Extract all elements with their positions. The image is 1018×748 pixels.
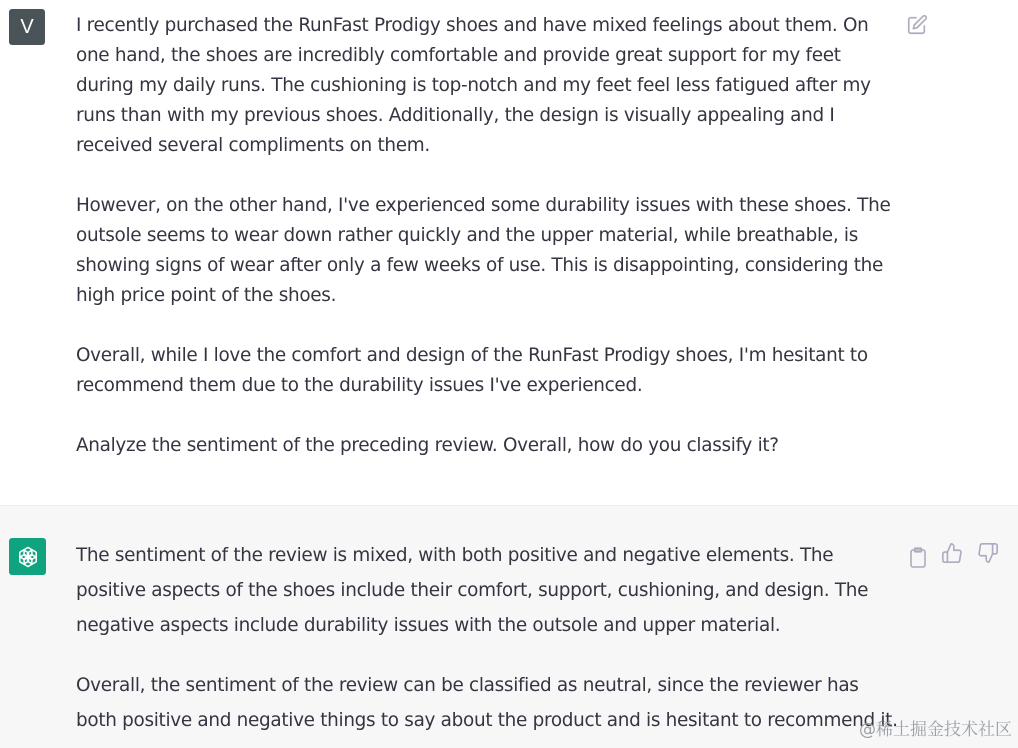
- copy-button[interactable]: [906, 546, 930, 570]
- edit-message-button[interactable]: [905, 13, 929, 37]
- user-paragraph: However, on the other hand, I've experienced some durability issues with these shoes. The outsole seems to wear down rather quickly and the upper material, while breathable, is showing signs of wear after only a few weeks of use. This is disappointing, considering the high price point of the shoes.: [76, 195, 891, 306]
- user-paragraph: Analyze the sentiment of the preceding review. Overall, how do you classify it?: [76, 435, 779, 456]
- user-message-text: [76, 11, 896, 461]
- thumbs-up-button[interactable]: [940, 541, 964, 565]
- clipboard-icon: [908, 547, 928, 569]
- thumbs-down-icon: [977, 542, 999, 564]
- assistant-paragraph: The sentiment of the review is mixed, with both positive and negative elements. The positive aspects of the shoes include their comfort, support, cushioning, and design. The negative aspects include durability issues with the outsole and upper material.: [76, 545, 869, 636]
- assistant-paragraph: Overall, the sentiment of the review can be classified as neutral, since the reviewer has both positive and negative things to say about the product and is hesitant to recommend it.: [76, 675, 898, 731]
- user-avatar: V: [9, 9, 45, 45]
- watermark: @稀土掘金技术社区: [859, 720, 1012, 740]
- user-paragraph: I recently purchased the RunFast Prodigy shoes and have mixed feelings about them. On one hand, the shoes are incredibly comfortable and provide great support for my feet during my daily runs. The cushioning is top-notch and my feet feel less fatigued after my runs than with my previous shoes. Additionally, the design is visually appealing and I received several compliments on them.: [76, 15, 871, 156]
- assistant-message-text: [76, 538, 901, 738]
- edit-icon: [906, 14, 928, 36]
- thumbs-down-button[interactable]: [976, 541, 1000, 565]
- thumbs-up-icon: [941, 542, 963, 564]
- openai-logo-icon: [15, 544, 41, 570]
- assistant-avatar: [9, 538, 46, 575]
- assistant-message-block: [0, 505, 1018, 748]
- user-paragraph: Overall, while I love the comfort and design of the RunFast Prodigy shoes, I'm hesitant to recommend them due to the durability issues I've experienced.: [76, 345, 868, 396]
